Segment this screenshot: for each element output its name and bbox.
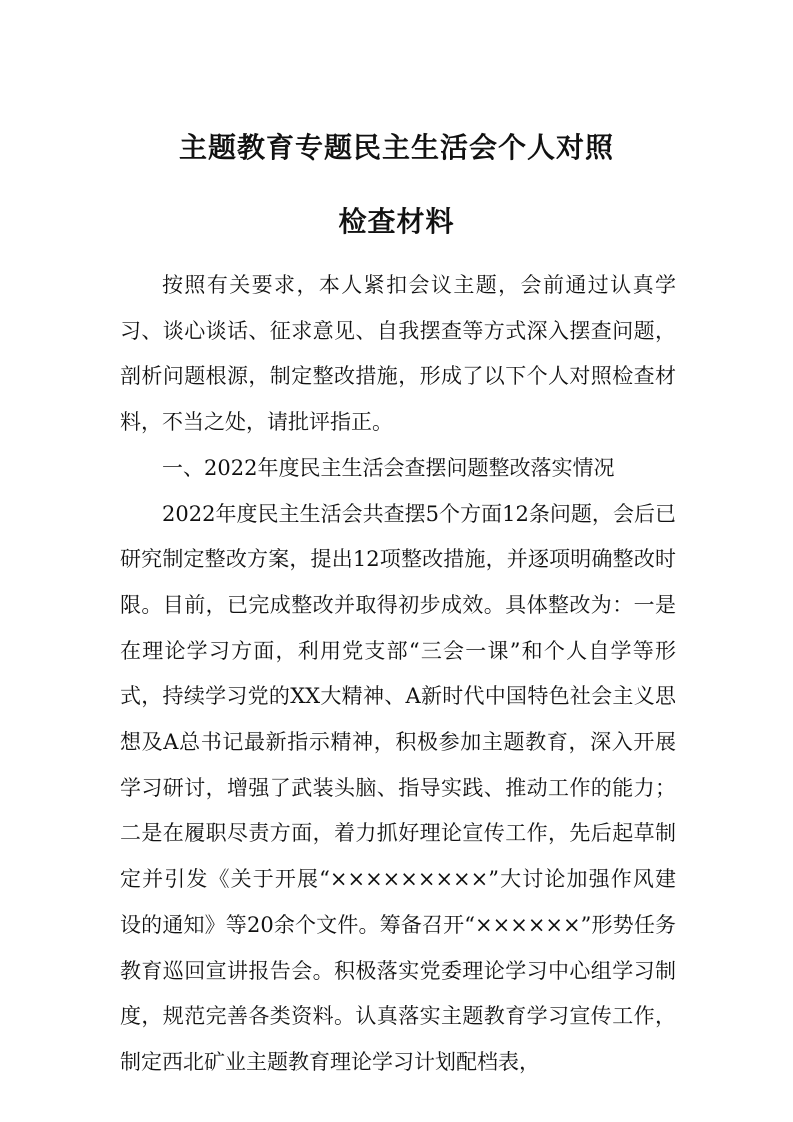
document-title-line-1: 主题教育专题民主生活会个人对照 [178,131,614,164]
document-title-line-2: 检查材料 [338,205,455,238]
rectification-paragraph: 2022年度民主生活会共查摆5个方面12条问题，会后已研究制定整改方案，提出12项整改措施，并逐项明确整改时限。目前，已完成整改并取得初步成效。具体整改为：一是在理论学习方面，利用党支部“三会一课”和个人自学等形式，持续学习党的XX大精神、A新时代中国特色社会主义思想及A总书记最新指示精神，积极参加主题教育，深入开展学习研讨，增强了武装头脑、指导实践、推动工作的能力；二是在履职尽责方面，着力抓好理论宣传工作，先后起草制定并引发《关于开展“×××××××××”大讨论加强作风建设的通知》等20余个文件。筹备召开“××××××”形势任务教育巡回宣讲报告会。积极落实党委理论学习中心组学习制度，规范完善各类资料。认真落实主题教育学习宣传工作，制定西北矿业主题教育理论学习计划配档表， [120,501,676,1074]
section-heading-1: 一、2022年度民主生活会查摆问题整改落实情况 [162,455,615,480]
intro-paragraph: 按照有关要求，本人紧扣会议主题，会前通过认真学习、谈心谈话、征求意见、自我摆查等方式深入摆查问题，剖析问题根源，制定整改措施，形成了以下个人对照检查材料，不当之处，请批评指正。 [120,273,676,435]
document-body [120,263,676,1086]
